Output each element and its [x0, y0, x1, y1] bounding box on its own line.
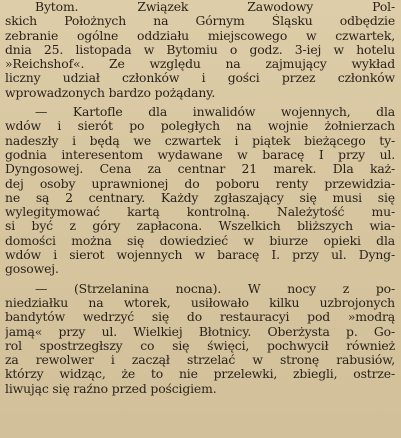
text-line: wdów i sierot wojennych w baracę I. przy ul. Dyng-	[5, 248, 395, 263]
text-line: — (Strzelanina nocna). W nocy z po-	[35, 281, 395, 296]
text-line: Bytom. Związek Zawodowy Pol-	[35, 0, 395, 14]
text-line: za rewolwer i zaczął strzelać w stronę rabusiów,	[5, 353, 395, 368]
text-line: nadeszły i będą we czwartek i piątek bieżącego ty-	[5, 133, 395, 148]
text-line: zebranie ogólne oddziału miejscowego w czwartek,	[5, 28, 395, 43]
text-line: dej osoby uprawnionej do poboru renty przewidzia-	[5, 176, 395, 191]
text-line: Dyngosowej. Cena za centnar 21 marek. Dla każ-	[5, 162, 395, 177]
text-line: dnia 25. listopada w Bytomiu o godz. 3-iej w hotelu	[5, 42, 395, 57]
text-line: si być z góry zapłacona. Wszelkich bliższych wia-	[5, 219, 395, 234]
text-line: domości można się dowiedzieć w biurze opieki dla	[5, 233, 395, 248]
text-line: rol spostrzegłszy co się święci, pochwycił również	[5, 338, 395, 353]
text-line: liczny udział członków i gości przez członków	[5, 71, 395, 86]
text-line: którzy widząc, że to nie przelewki, zbiegli, ostrze-	[5, 367, 395, 382]
text-line: jamą« przy ul. Wielkiej Błotnicy. Oberżysta p. Go-	[5, 324, 395, 339]
text-line: skich Położnych na Górnym Śląsku odbędzie	[5, 14, 395, 29]
text-line: — Kartofle dla inwalidów wojennych, dla	[35, 105, 395, 120]
text-line: »Reichshof«. Ze względu na zajmujący wykład	[5, 57, 395, 72]
text-line: liwując się raźno przed pościgiem.	[5, 381, 217, 396]
text-line: wprowadzonych bardzo pożądany.	[5, 85, 216, 100]
text-line: bandytów wedrzyć się do restauracyi pod »modrą	[5, 310, 395, 325]
text-line: niedziałku na wtorek, usiłowało kilku uzbrojonych	[5, 295, 395, 310]
paragraph-kartofle-notice	[5, 105, 395, 277]
text-line: wdów i sierót po poległych na wojnie żołnierzach	[5, 119, 395, 134]
text-line: ne są 2 centnary. Każdy zgłaszający się musi się	[5, 190, 395, 205]
text-line: godnia interesentom wydawane w baracę I przy ul.	[5, 147, 395, 162]
paragraph-bytom-notice	[5, 0, 395, 100]
text-line: wylegitymować kartą kontrolną. Należytość mu-	[5, 205, 395, 220]
text-line: gosowej.	[5, 262, 59, 277]
paragraph-strzelanina-notice	[5, 282, 395, 396]
